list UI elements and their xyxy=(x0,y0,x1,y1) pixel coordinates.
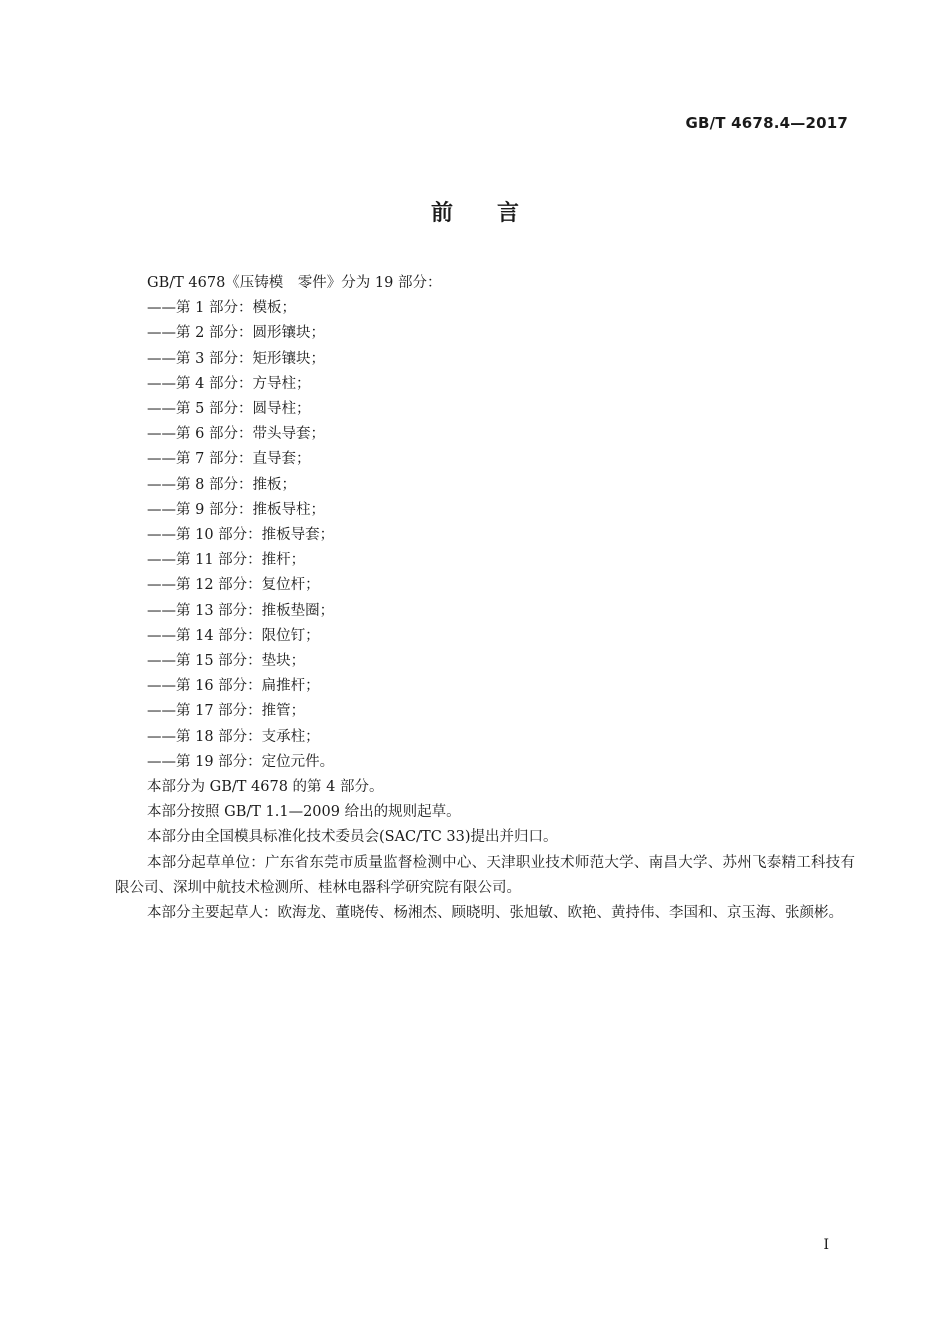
part-of-statement: 本部分为 GB/T 4678 的第 4 部分。 xyxy=(147,779,384,796)
list-item: ——第 1 部分：模板； xyxy=(147,300,296,317)
list-item: ——第 6 部分：带头导套； xyxy=(147,426,325,443)
list-item: ——第 11 部分：推杆； xyxy=(147,552,306,569)
list-item: ——第 17 部分：推管； xyxy=(147,703,306,720)
list-item: ——第 10 部分：推板导套； xyxy=(147,527,335,544)
intro-line: GB/T 4678《压铸模 零件》分为 19 部分： xyxy=(147,275,442,291)
list-item: ——第 5 部分：圆导柱； xyxy=(147,401,311,418)
proposed-by-statement: 本部分由全国模具标准化技术委员会(SAC/TC 33)提出并归口。 xyxy=(147,829,558,846)
list-item: ——第 2 部分：圆形镶块； xyxy=(147,325,325,342)
list-item: ——第 12 部分：复位杆； xyxy=(147,577,320,594)
list-item: ——第 18 部分：支承柱； xyxy=(147,728,320,745)
drafting-units-paragraph: 本部分起草单位：广东省东莞市质量监督检测中心、天津职业技术师范大学、南昌大学、苏州飞泰精工科技有限公司、深圳中航技术检测所、桂林电器科学研究院有限公司。 xyxy=(115,854,855,896)
list-item: ——第 16 部分：扁推杆； xyxy=(147,678,320,695)
parts-list xyxy=(115,296,855,775)
list-item: ——第 13 部分：推板垫圈； xyxy=(147,602,335,619)
drafting-rules-statement: 本部分按照 GB/T 1.1—2009 给出的规则起草。 xyxy=(147,804,461,821)
list-item: ——第 7 部分：直导套； xyxy=(147,451,311,468)
standard-number: GB/T 4678.4—2017 xyxy=(685,114,848,132)
list-item: ——第 8 部分：推板； xyxy=(147,476,296,493)
foreword-body xyxy=(115,271,855,926)
list-item: ——第 3 部分：矩形镶块； xyxy=(147,350,325,367)
list-item: ——第 9 部分：推板导柱； xyxy=(147,501,325,518)
page-number: I xyxy=(823,1237,829,1253)
section-title: 前 言 xyxy=(430,201,519,226)
drafters-paragraph: 本部分主要起草人：欧海龙、董晓传、杨湘杰、顾晓明、张旭敏、欧艳、黄持伟、李国和、京玉海、张颜彬。 xyxy=(147,905,843,922)
list-item: ——第 15 部分：垫块； xyxy=(147,653,306,670)
list-item: ——第 4 部分：方导柱； xyxy=(147,375,311,392)
list-item: ——第 19 部分：定位元件。 xyxy=(147,753,335,770)
list-item: ——第 14 部分：限位钉； xyxy=(147,627,320,644)
